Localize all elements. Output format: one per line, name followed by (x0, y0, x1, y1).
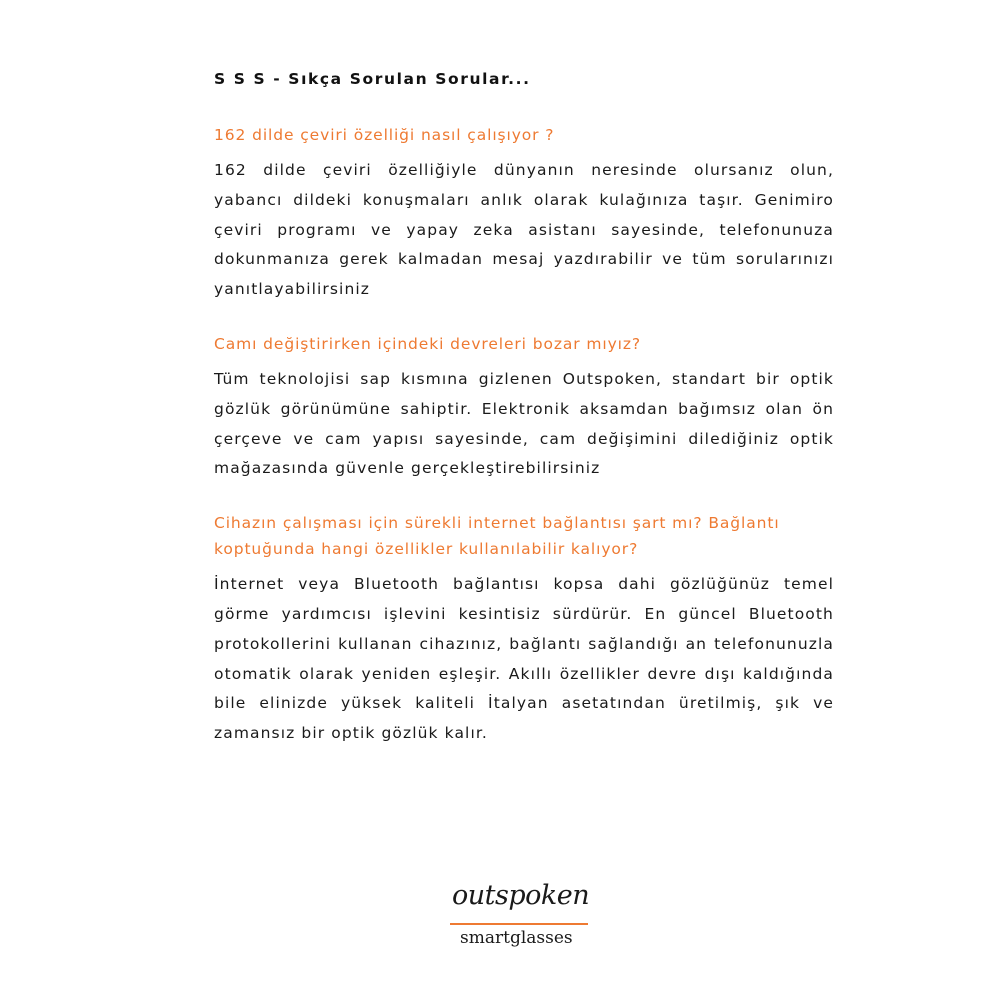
page-title: S S S - Sıkça Sorulan Sorular... (214, 70, 531, 88)
faq-question-2: Camı değiştirirken içindeki devreleri bozar mıyız? (214, 334, 642, 353)
faq-item-3 (214, 510, 834, 749)
faq-question-3: Cihazın çalışması için sürekli internet bağlantısı şart mı? Bağlantı koptuğunda hangi özellikler kullanılabilir kalıyor? (214, 514, 780, 559)
outspoken-logo (440, 880, 600, 960)
logo-underline (450, 923, 588, 925)
faq-answer-2: Tüm teknolojisi sap kısmına gizlenen Outspoken, standart bir optik gözlük görünümüne sahiptir. Elektronik aksamdan bağımsız olan ön çerçeve ve cam yapısı sayesinde, cam değişimini dilediğiniz optik mağazasında güvenle gerçekleştirebilirsiniz (214, 369, 834, 478)
faq-answer-1: 162 dilde çeviri özelliğiyle dünyanın neresinde olursanız olun, yabancı dildeki konuşmaları anlık olarak kulağınıza taşır. Genimiro çeviri programı ve yapay zeka asistanı sayesinde, telefonunuza dokunmanıza gerek kalmadan mesaj yazdırabilir ve tüm sorularınızı yanıtlayabilirsiniz (214, 161, 834, 299)
faq-answer-3: İnternet veya Bluetooth bağlantısı kopsa dahi gözlüğünüz temel görme yardımcısı işlevini kesintisiz sürdürür. En güncel Bluetooth protokollerini kullanan cihazınız, bağlantı sağlandığı an telefonunuzla otomatik olarak yeniden eşleşir. Akıllı özellikler devre dışı kaldığında bile elinizde yüksek kaliteli İtalyan asetatından üretilmiş, şık ve zamansız bir optik gözlük kalır. (214, 575, 834, 743)
faq-document (214, 70, 834, 775)
faq-item-2 (214, 331, 834, 484)
logo-wordmark: outspoken (452, 880, 590, 911)
logo-tagline: smartglasses (460, 928, 573, 948)
faq-question-1: 162 dilde çeviri özelliği nasıl çalışıyor ? (214, 126, 555, 144)
faq-item-1 (214, 122, 834, 305)
